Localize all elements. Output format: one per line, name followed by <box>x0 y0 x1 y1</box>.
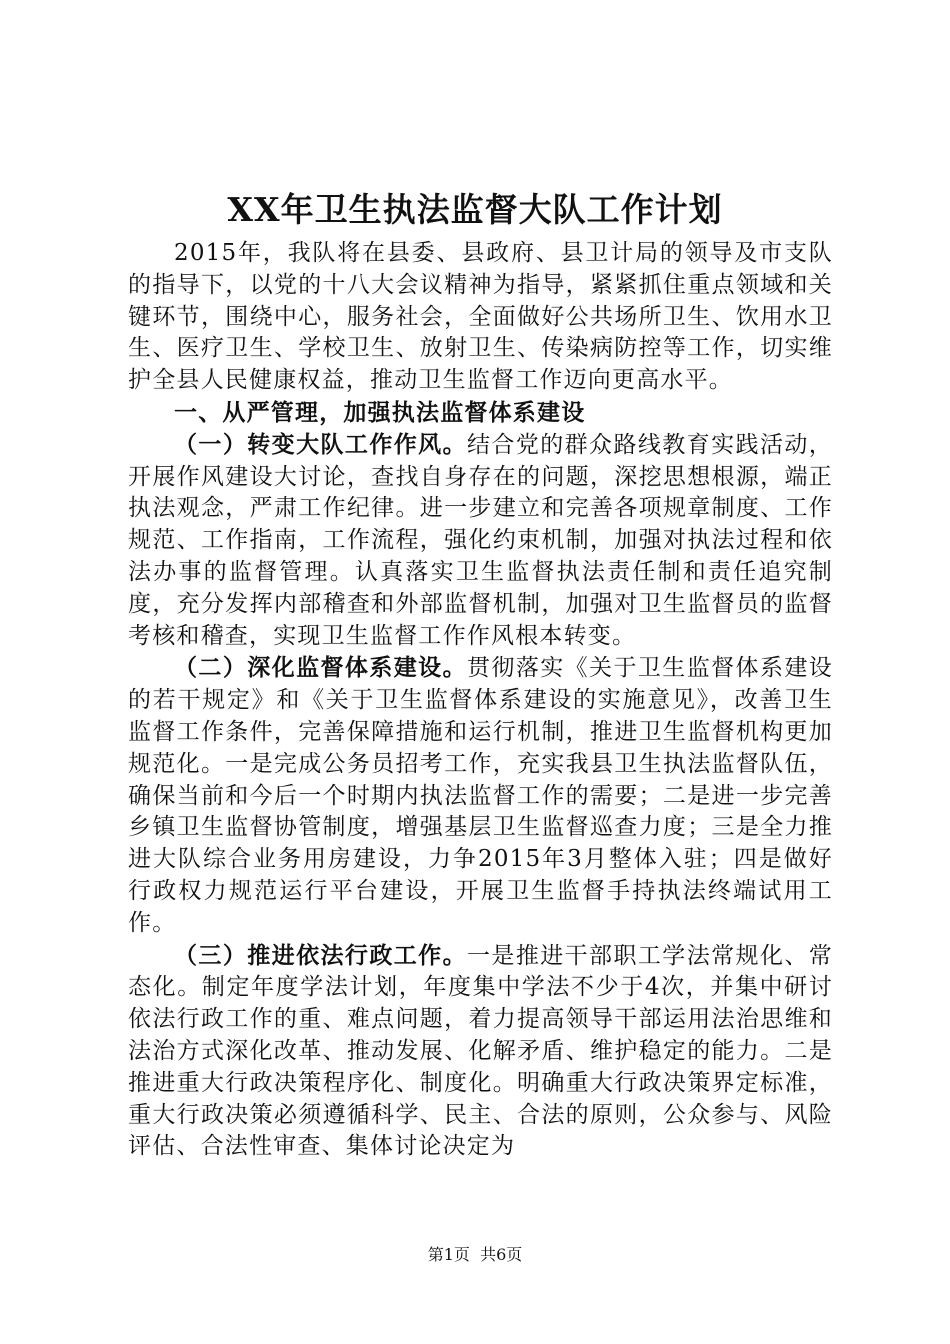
page-total: 共6页 <box>480 1245 523 1264</box>
page-number: 第1页 <box>427 1245 470 1264</box>
document-title: XX年卫生执法监督大队工作计划 <box>227 190 723 229</box>
item-text: 结合党的群众路线教育实践活动，开展作风建设大讨论，查找自身存在的问题，深挖思想根源，端正执法观念，严肃工作纪律。进一步建立和完善各项规章制度、工作规范、工作指南，工作流程，强化约束机制，加强对执法过程和依法办事的监督管理。认真落实卫生监督执法责任制和责任追究制度，充分发挥内部稽查和外部监督机制，加强对卫生监督员的监督考核和稽查，实现卫生监督工作作风根本转变。 <box>128 431 833 649</box>
document-body <box>128 238 833 1163</box>
item-lead: （二）深化监督体系建设。 <box>174 654 467 682</box>
section-heading: 一、从严管理，加强执法监督体系建设 <box>174 398 586 426</box>
paragraph-item-2 <box>128 652 833 939</box>
item-text: 一是推进干部职工学法常规化、常态化。制定年度学法计划，年度集中学法不少于4次，并集中研讨依法行政工作的重、难点问题，着力提高领导干部运用法治思维和法治方式深化改革、推动发展、化解矛盾、维护稳定的能力。二是推进重大行政决策程序化、制度化。明确重大行政决策界定标准，重大行政决策必须遵循科学、民主、合法的原则，公众参与、风险评估、合法性审查、集体讨论决定为 <box>128 942 833 1160</box>
item-text: 贯彻落实《关于卫生监督体系建设的若干规定》和《关于卫生监督体系建设的实施意见》，改善卫生监督工作条件，完善保障措施和运行机制，推进卫生监督机构更加规范化。一是完成公务员招考工作，充实我县卫生执法监督队伍，确保当前和今后一个时期内执法监督工作的需要；二是进一步完善乡镇卫生监督协管制度，增强基层卫生监督巡查力度；三是全力推进大队综合业务用房建设，力争2015年3月整体入驻；四是做好行政权力规范运行平台建设，开展卫生监督手持执法终端试用工作。 <box>128 655 833 936</box>
item-lead: （一）转变大队工作作风。 <box>174 430 467 458</box>
intro-paragraph: 2015年，我队将在县委、县政府、县卫计局的领导及市支队的指导下，以党的十八大会议精神为指导，紧紧抓住重点领域和关键环节，围绕中心，服务社会，全面做好公共场所卫生、饮用水卫生、医疗卫生、学校卫生、放射卫生、传染病防控等工作，切实维护全县人民健康权益，推动卫生监督工作迈向更高水平。 <box>128 240 833 394</box>
page-footer <box>0 1245 950 1265</box>
item-lead: （三）推进依法行政工作。 <box>174 941 467 969</box>
paragraph-item-1 <box>128 429 833 653</box>
paragraph-item-3 <box>128 940 833 1164</box>
